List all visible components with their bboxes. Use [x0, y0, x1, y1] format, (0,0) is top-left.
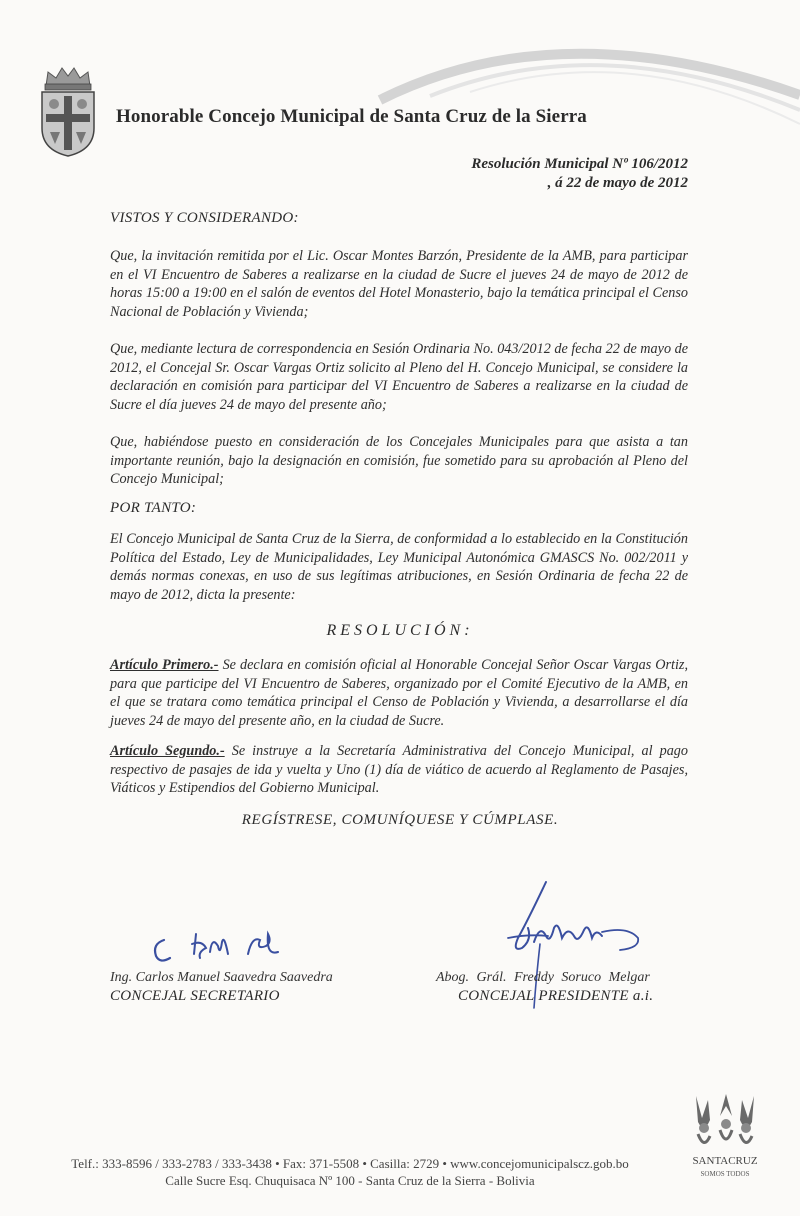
- resolution-date: , á 22 de mayo de 2012: [547, 175, 688, 191]
- signature-left: [148, 926, 308, 972]
- santa-cruz-logo: [680, 1092, 770, 1182]
- footer-phone-line: Telf.: 333-8596 / 333-2783 / 333-3438 • Fax: 371-5508 • Casilla: 2729 • www.concejomunicipalscz.gob.bo: [71, 1156, 629, 1171]
- organization-title: Honorable Concejo Municipal de Santa Cruz de la Sierra: [116, 106, 587, 127]
- resolution-number: Resolución Municipal Nº 106/2012: [471, 156, 688, 172]
- signer-right-name: Abog. Grál. Freddy Soruco Melgar: [436, 970, 650, 985]
- por-tanto-heading: POR TANTO:: [110, 500, 197, 516]
- article-label: Artículo Segundo.-: [110, 743, 225, 759]
- considerando-paragraph: Que, la invitación remitida por el Lic. Oscar Montes Barzón, Presidente de la AMB, para participar en el VI Encuentro de Saberes a realizarse en la ciudad de Sucre el jueves 24 de mayo de 2012 de horas 15:00 a 19:00 en el salón de eventos del Hotel Monasterio, bajo la temática principal el Censo Nacional de Población y Vivienda;: [110, 248, 688, 320]
- footer-address-line: Calle Sucre Esq. Chuquisaca Nº 100 - Santa Cruz de la Sierra - Bolivia: [165, 1173, 535, 1188]
- article-first: [110, 656, 688, 730]
- article-second: [110, 742, 688, 798]
- logo-tagline: SOMOS TODOS: [700, 1170, 750, 1178]
- considerando-paragraph: Que, mediante lectura de correspondencia en Sesión Ordinaria No. 043/2012 de fecha 22 de mayo de 2012, el Concejal Sr. Oscar Vargas Ortiz solicito al Pleno del H. Concejo Municipal, se considere la declaración en comisión para participar del VI Encuentro de Saberes a realizarse en la ciudad de Sucre el día jueves 24 de mayo del presente año;: [110, 341, 688, 413]
- logo-brand: SANTACRUZ: [692, 1155, 758, 1167]
- considerando-paragraph: Que, habiéndose puesto en consideración de los Concejales Municipales para que asista a tan importante reunión, bajo la designación en comisión, fue sometido para su aprobación al Pleno del Concejo Municipal;: [110, 434, 688, 488]
- vistos-heading: VISTOS Y CONSIDERANDO:: [110, 210, 299, 226]
- municipal-crest-icon: [36, 62, 100, 158]
- article-text: Se declara en comisión oficial al Honorable Concejal Señor Oscar Vargas Ortiz, para que participe del VI Encuentro de Saberes, organizado por el Comité Ejecutivo de la AMB, en el que se tratara como temática principal el Censo de Población y Vivienda, a desarrollarse el día jueves 24 de mayo del presente año, en la ciudad de Sucre.: [110, 657, 688, 729]
- signer-left-role: CONCEJAL SECRETARIO: [110, 988, 280, 1004]
- signer-right-role: CONCEJAL PRESIDENTE a.i.: [458, 988, 654, 1004]
- resolution-header: [471, 155, 688, 193]
- footer-contact: [40, 1155, 660, 1189]
- resolucion-title: RESOLUCIÓN:: [326, 622, 474, 639]
- article-label: Artículo Primero.-: [110, 657, 219, 673]
- article-text: Se instruye a la Secretaría Administrativa del Concejo Municipal, al pago respectivo de pasajes de ida y vuelta y Uno (1) día de viático de acuerdo al Reglamento de Pasajes, Viáticos y Estipendios del Gobierno Municipal.: [110, 743, 688, 797]
- por-tanto-paragraph: El Concejo Municipal de Santa Cruz de la Sierra, de conformidad a lo establecido en la Constitución Política del Estado, Ley de Municipalidades, Ley Municipal Autonómica GMASCS No. 002/2011 y demás normas conexas, en uso de sus legítimas atribuciones, en Sesión Ordinaria de fecha 22 de mayo de 2012, dicta la presente:: [110, 531, 688, 603]
- signer-left-name: Ing. Carlos Manuel Saavedra Saavedra: [110, 970, 333, 985]
- closing-formula: REGÍSTRESE, COMUNÍQUESE Y CÚMPLASE.: [241, 812, 559, 828]
